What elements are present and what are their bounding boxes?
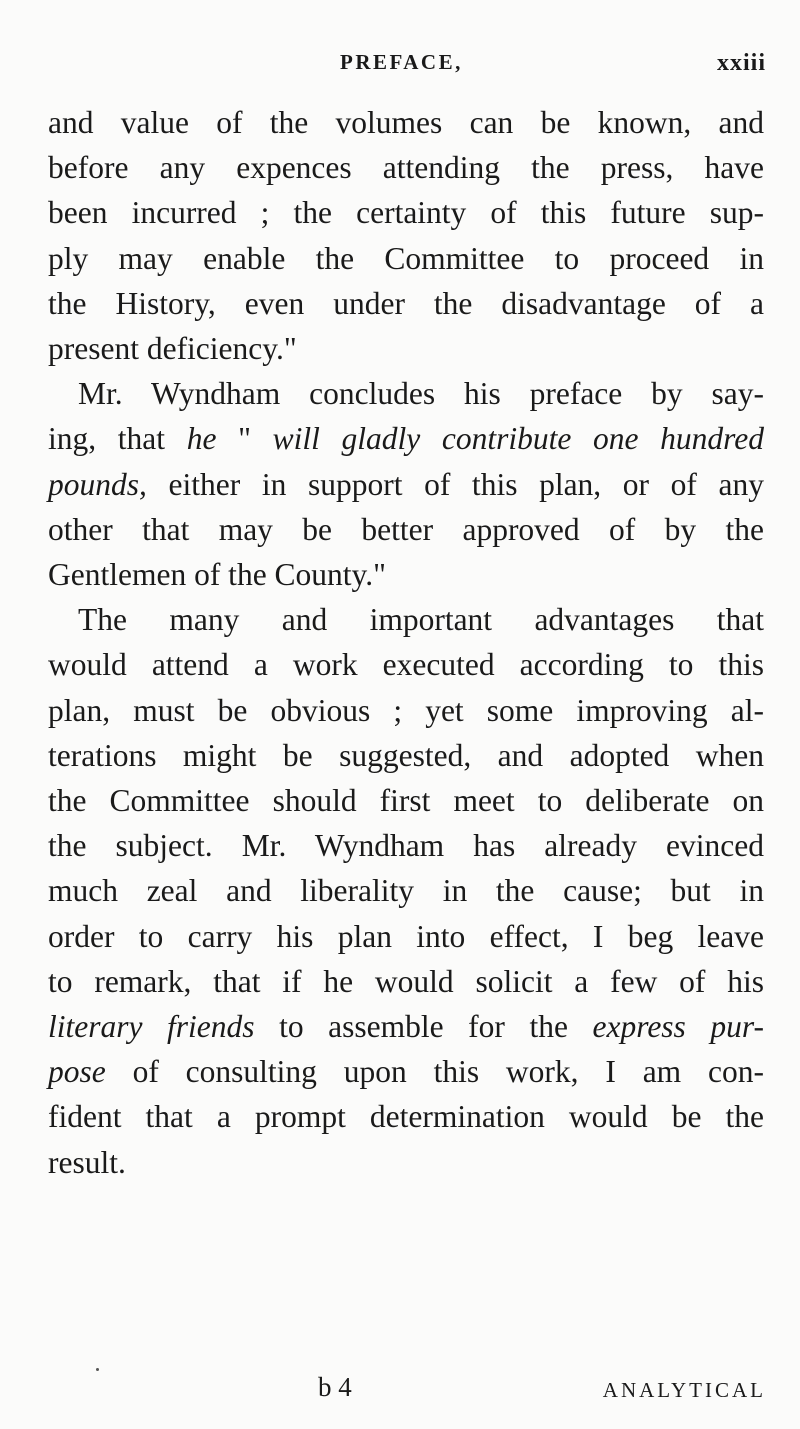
paragraph-3 xyxy=(48,597,764,1185)
text-line: The many and important advantages that xyxy=(78,602,764,638)
italic-text: pounds, xyxy=(48,466,147,502)
text-line: Gentlemen of the County." xyxy=(48,557,386,593)
text-run: either in support of this plan, or of any xyxy=(146,466,764,502)
text-line: terations might be suggested, and adopted when xyxy=(48,737,764,773)
italic-text: pose xyxy=(48,1054,106,1090)
text-line: fident that a prompt determination would be the xyxy=(48,1099,764,1135)
text-line: present deficiency." xyxy=(48,331,297,367)
page-header xyxy=(48,50,766,84)
italic-text: literary friends xyxy=(48,1009,255,1045)
text-line: would attend a work executed according to this xyxy=(48,647,764,683)
signature-mark: b 4 xyxy=(318,1372,352,1402)
catchword: ANALYTICAL xyxy=(602,1378,766,1402)
text-line xyxy=(48,462,764,507)
text-line: result. xyxy=(48,1144,126,1180)
text-line: Mr. Wyndham concludes his preface by say- xyxy=(78,376,764,412)
paragraph-1 xyxy=(48,100,764,371)
text-line: the subject. Mr. Wyndham has already evinced xyxy=(48,828,764,864)
text-line: other that may be better approved of by the xyxy=(48,511,764,547)
text-run: " xyxy=(216,421,273,457)
text-line: ply may enable the Committee to proceed in xyxy=(48,240,764,276)
text-run: of consulting upon this work, I am con- xyxy=(105,1054,764,1090)
text-line xyxy=(48,1004,764,1049)
text-line: plan, must be obvious ; yet some improving al- xyxy=(48,692,764,728)
body-text xyxy=(48,100,764,1185)
page-number: xxiii xyxy=(716,50,766,76)
text-line xyxy=(48,416,764,461)
text-run: to assemble for the xyxy=(254,1009,593,1045)
italic-text: he xyxy=(186,421,217,457)
text-line xyxy=(48,1049,764,1094)
text-line: much zeal and liberality in the cause; but in xyxy=(48,873,764,909)
page-footer xyxy=(48,1372,766,1412)
text-line: been incurred ; the certainty of this future sup- xyxy=(48,195,764,231)
text-line: order to carry his plan into effect, I beg leave xyxy=(48,918,764,954)
text-line: the Committee should first meet to deliberate on xyxy=(48,783,764,819)
text-line: the History, even under the disadvantage of a xyxy=(48,285,764,321)
text-line: to remark, that if he would solicit a few of his xyxy=(48,963,764,999)
ink-speck xyxy=(96,1368,99,1371)
text-line: and value of the volumes can be known, and xyxy=(48,105,764,140)
italic-text: will gladly contribute one hundred xyxy=(272,421,764,457)
running-title: PREFACE, xyxy=(340,50,463,74)
italic-text: express pur- xyxy=(592,1009,764,1045)
text-run: ing, that xyxy=(48,421,187,457)
text-line: before any expences attending the press, have xyxy=(48,150,764,186)
paragraph-2 xyxy=(48,371,764,597)
